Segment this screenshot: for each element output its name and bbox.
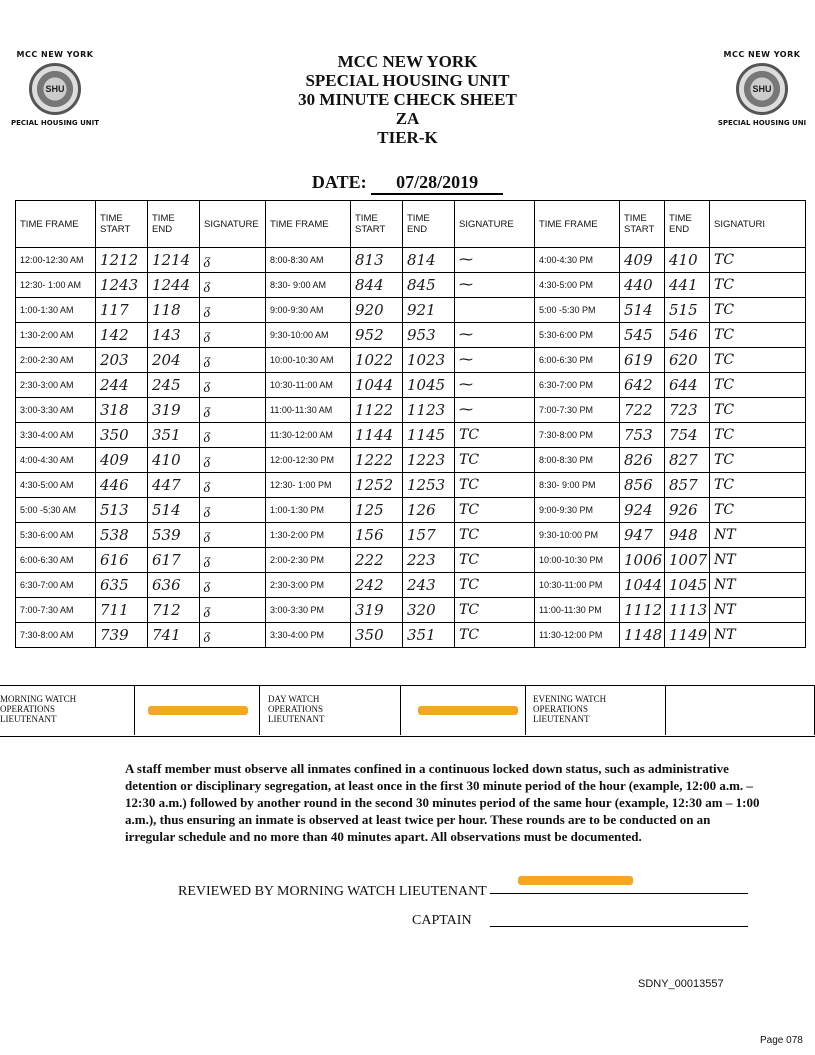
time-start-cell: 142 [96,323,148,348]
column-header: TIME END [403,201,455,248]
time-frame-cell: 12:30- 1:00 PM [266,473,351,498]
signature-cell: TC [455,623,535,648]
time-end-cell: 546 [665,323,710,348]
seal-icon: SHU [29,63,81,115]
time-frame-cell: 11:00-11:30 PM [535,598,620,623]
table-row [16,423,806,448]
table-row [16,348,806,373]
evening-watch-label [533,694,606,724]
time-start-cell: 545 [620,323,665,348]
signature-cell: ᵹ [200,273,266,298]
column-header: TIME START [620,201,665,248]
signature-cell: NT [710,623,806,648]
time-start-cell: 350 [351,623,403,648]
captain-label: CAPTAIN [412,913,472,928]
signature-cell: TC [455,423,535,448]
signature-cell: ᵹ [200,398,266,423]
time-frame-cell: 8:00-8:30 AM [266,248,351,273]
time-start-cell: 156 [351,523,403,548]
time-end-cell: 1223 [403,448,455,473]
signature-cell: NT [710,548,806,573]
time-frame-cell: 12:00-12:30 PM [266,448,351,473]
signature-cell: TC [455,598,535,623]
signature-cell: ᵹ [200,348,266,373]
table-row [16,373,806,398]
time-end-cell: 723 [665,398,710,423]
time-start-cell: 222 [351,548,403,573]
signature-cell: TC [710,473,806,498]
signature-cell: ⁓ [455,373,535,398]
time-start-cell: 1222 [351,448,403,473]
seal-icon: SHU [736,63,788,115]
time-frame-cell: 7:00-7:30 AM [16,598,96,623]
column-header: SIGNATURE [200,201,266,248]
time-frame-cell: 11:00-11:30 AM [266,398,351,423]
time-frame-cell: 5:00 -5:30 AM [16,498,96,523]
table-row [16,398,806,423]
evening-watch-line-2: OPERATIONS [533,704,589,714]
time-frame-cell: 2:00-2:30 AM [16,348,96,373]
time-start-cell: 1112 [620,598,665,623]
signature-cell: TC [710,273,806,298]
time-frame-cell: 12:00-12:30 AM [16,248,96,273]
time-frame-cell: 5:00 -5:30 PM [535,298,620,323]
time-end-cell: 953 [403,323,455,348]
time-end-cell: 514 [148,498,200,523]
time-frame-cell: 2:30-3:00 PM [266,573,351,598]
signature-cell: ⁓ [455,323,535,348]
signature-cell: ᵹ [200,248,266,273]
date-label: DATE: [311,172,367,192]
signature-cell: TC [455,548,535,573]
signature-cell: TC [710,323,806,348]
check-table [15,200,806,648]
time-start-cell: 242 [351,573,403,598]
time-start-cell: 844 [351,273,403,298]
time-end-cell: 754 [665,423,710,448]
time-frame-cell: 10:30-11:00 PM [535,573,620,598]
time-end-cell: 617 [148,548,200,573]
day-watch-line-3: LIEUTENANT [268,714,325,724]
time-start-cell: 1006 [620,548,665,573]
time-frame-cell: 4:30-5:00 PM [535,273,620,298]
logo-right-bottom-text: SPECIAL HOUSING UNI [717,119,807,127]
evening-watch-line-3: LIEUTENANT [533,714,590,724]
title-line-2: SPECIAL HOUSING UNIT [305,71,510,90]
time-end-cell: 157 [403,523,455,548]
time-frame-cell: 8:30- 9:00 PM [535,473,620,498]
time-end-cell: 827 [665,448,710,473]
time-frame-cell: 7:30-8:00 AM [16,623,96,648]
signature-cell: ᵹ [200,498,266,523]
time-end-cell: 1244 [148,273,200,298]
time-end-cell: 636 [148,573,200,598]
time-end-cell: 1145 [403,423,455,448]
title-line-3: 30 MINUTE CHECK SHEET [298,90,517,109]
time-start-cell: 319 [351,598,403,623]
table-row [16,498,806,523]
time-frame-cell: 10:00-10:30 AM [266,348,351,373]
time-end-cell: 351 [148,423,200,448]
time-start-cell: 947 [620,523,665,548]
time-start-cell: 244 [96,373,148,398]
time-end-cell: 712 [148,598,200,623]
review-highlight [518,876,633,885]
signature-cell: ᵹ [200,598,266,623]
column-header: TIME FRAME [535,201,620,248]
time-start-cell: 538 [96,523,148,548]
time-end-cell: 845 [403,273,455,298]
signature-cell: ᵹ [200,298,266,323]
signature-cell: TC [710,423,806,448]
time-start-cell: 1044 [620,573,665,598]
reviewed-signature-line[interactable] [490,893,748,894]
table-row [16,248,806,273]
time-start-cell: 952 [351,323,403,348]
signature-cell: ᵹ [200,473,266,498]
time-frame-cell: 3:00-3:30 AM [16,398,96,423]
signature-cell: TC [455,523,535,548]
signature-cell [455,298,535,323]
time-frame-cell: 1:00-1:30 AM [16,298,96,323]
time-end-cell: 223 [403,548,455,573]
time-frame-cell: 4:00-4:30 AM [16,448,96,473]
time-start-cell: 1243 [96,273,148,298]
table-row [16,473,806,498]
time-end-cell: 410 [665,248,710,273]
day-watch-line-2: OPERATIONS [268,704,324,714]
time-start-cell: 619 [620,348,665,373]
time-start-cell: 409 [620,248,665,273]
time-start-cell: 125 [351,498,403,523]
column-header: TIME FRAME [16,201,96,248]
time-end-cell: 243 [403,573,455,598]
title-line-5: TIER-K [377,128,438,147]
time-start-cell: 1144 [351,423,403,448]
time-frame-cell: 2:00-2:30 PM [266,548,351,573]
page-number: Page 078 [760,1035,803,1046]
time-end-cell: 948 [665,523,710,548]
time-frame-cell: 3:30-4:00 PM [266,623,351,648]
time-start-cell: 753 [620,423,665,448]
document-id: SDNY_00013557 [638,978,724,990]
time-frame-cell: 1:30-2:00 AM [16,323,96,348]
time-end-cell: 441 [665,273,710,298]
column-header: SIGNATURI [710,201,806,248]
signature-cell: ⁓ [455,248,535,273]
time-start-cell: 514 [620,298,665,323]
time-frame-cell: 10:30-11:00 AM [266,373,351,398]
logo-right [712,50,812,127]
table-header-row [16,201,806,248]
signature-cell: TC [710,448,806,473]
time-frame-cell: 7:30-8:00 PM [535,423,620,448]
table-row [16,548,806,573]
logo-left-top-text: MCC NEW YORK [16,50,94,59]
time-end-cell: 926 [665,498,710,523]
morning-watch-label [0,694,76,724]
signature-cell: NT [710,573,806,598]
time-start-cell: 924 [620,498,665,523]
time-end-cell: 320 [403,598,455,623]
time-start-cell: 446 [96,473,148,498]
time-frame-cell: 3:00-3:30 PM [266,598,351,623]
time-end-cell: 1214 [148,248,200,273]
table-row [16,573,806,598]
time-start-cell: 920 [351,298,403,323]
time-start-cell: 203 [96,348,148,373]
signature-cell: ᵹ [200,548,266,573]
table-row [16,598,806,623]
time-end-cell: 1023 [403,348,455,373]
logo-left [5,50,105,127]
time-start-cell: 1044 [351,373,403,398]
time-start-cell: 856 [620,473,665,498]
time-start-cell: 1212 [96,248,148,273]
signature-cell: TC [710,248,806,273]
title-line-4: ZA [395,109,420,128]
page-title [220,52,595,147]
time-frame-cell: 5:30-6:00 PM [535,323,620,348]
time-end-cell: 447 [148,473,200,498]
signature-cell: TC [710,298,806,323]
time-end-cell: 1045 [403,373,455,398]
morning-watch-line-2: OPERATIONS [0,704,56,714]
time-start-cell: 739 [96,623,148,648]
logo-left-bottom-text: PECIAL HOUSING UNIT [10,119,100,127]
watch-signoff [0,685,815,737]
time-frame-cell: 8:00-8:30 PM [535,448,620,473]
time-frame-cell: 1:30-2:00 PM [266,523,351,548]
time-end-cell: 1253 [403,473,455,498]
time-end-cell: 204 [148,348,200,373]
table-row [16,273,806,298]
time-start-cell: 440 [620,273,665,298]
signature-cell: ᵹ [200,573,266,598]
signature-cell: TC [710,498,806,523]
time-start-cell: 350 [96,423,148,448]
signature-cell: TC [710,348,806,373]
time-end-cell: 921 [403,298,455,323]
time-end-cell: 741 [148,623,200,648]
time-start-cell: 409 [96,448,148,473]
table-row [16,298,806,323]
date-value: 07/28/2019 [371,172,503,195]
time-frame-cell: 5:30-6:00 AM [16,523,96,548]
signature-cell: TC [455,498,535,523]
time-frame-cell: 11:30-12:00 PM [535,623,620,648]
date-line [0,172,815,195]
time-end-cell: 1007 [665,548,710,573]
morning-highlight [148,706,248,715]
time-end-cell: 857 [665,473,710,498]
time-frame-cell: 10:00-10:30 PM [535,548,620,573]
signature-cell: ᵹ [200,323,266,348]
column-header: SIGNATURE [455,201,535,248]
morning-watch-line-1: MORNING WATCH [0,694,77,704]
table-body [16,248,806,648]
column-header: TIME END [148,201,200,248]
time-end-cell: 814 [403,248,455,273]
time-frame-cell: 6:00-6:30 AM [16,548,96,573]
table-row [16,323,806,348]
time-start-cell: 513 [96,498,148,523]
column-header: TIME START [351,201,403,248]
evening-watch-signature-box[interactable] [665,686,815,735]
time-start-cell: 1022 [351,348,403,373]
time-frame-cell: 8:30- 9:00 AM [266,273,351,298]
time-frame-cell: 3:30-4:00 AM [16,423,96,448]
time-start-cell: 635 [96,573,148,598]
time-end-cell: 126 [403,498,455,523]
time-start-cell: 1148 [620,623,665,648]
column-header: TIME FRAME [266,201,351,248]
time-frame-cell: 4:00-4:30 PM [535,248,620,273]
day-watch-label [268,694,324,724]
time-frame-cell: 9:30-10:00 AM [266,323,351,348]
logo-right-top-text: MCC NEW YORK [723,50,801,59]
table-row [16,623,806,648]
signature-cell: ⁓ [455,273,535,298]
time-end-cell: 620 [665,348,710,373]
time-end-cell: 351 [403,623,455,648]
column-header: TIME START [96,201,148,248]
time-end-cell: 245 [148,373,200,398]
time-start-cell: 711 [96,598,148,623]
time-end-cell: 644 [665,373,710,398]
signature-cell: ᵹ [200,423,266,448]
signature-cell: TC [710,398,806,423]
time-start-cell: 826 [620,448,665,473]
time-end-cell: 143 [148,323,200,348]
signature-cell: TC [455,448,535,473]
time-end-cell: 1113 [665,598,710,623]
time-start-cell: 1122 [351,398,403,423]
time-frame-cell: 2:30-3:00 AM [16,373,96,398]
time-frame-cell: 1:00-1:30 PM [266,498,351,523]
time-frame-cell: 6:30-7:00 AM [16,573,96,598]
time-start-cell: 318 [96,398,148,423]
time-frame-cell: 6:30-7:00 PM [535,373,620,398]
time-start-cell: 616 [96,548,148,573]
captain-signature-line[interactable] [490,926,748,927]
reviewed-by-label: REVIEWED BY MORNING WATCH LIEUTENANT [178,884,487,899]
signature-cell: NT [710,523,806,548]
time-end-cell: 410 [148,448,200,473]
table-row [16,523,806,548]
signature-cell: ᵹ [200,448,266,473]
day-watch-line-1: DAY WATCH [268,694,320,704]
table-row [16,448,806,473]
signature-cell: TC [455,573,535,598]
signature-cell: ᵹ [200,623,266,648]
signature-cell: ᵹ [200,523,266,548]
time-start-cell: 813 [351,248,403,273]
observation-notice: A staff member must observe all inmates confined in a continuous locked down status, such as administrative detention or disciplinary segregation, at least once in the first 30 minute period of the hour (example, 12:00 a.m. – 12:30 a.m.) followed by another round in the second 30 minutes period of the same hour (example, 12:30 am – 1:00 a.m.), thus ensuring an inmate is observed at least twice per hour. These rounds are to be conducted on an irregular schedule and no more than 40 minutes apart. All observations must be documented. [125,761,760,844]
signature-cell: TC [710,373,806,398]
signature-cell: ⁓ [455,348,535,373]
time-frame-cell: 9:30-10:00 PM [535,523,620,548]
time-start-cell: 642 [620,373,665,398]
time-end-cell: 1149 [665,623,710,648]
time-frame-cell: 11:30-12:00 AM [266,423,351,448]
morning-watch-line-3: LIEUTENANT [0,714,57,724]
signature-cell: ⁓ [455,398,535,423]
time-start-cell: 722 [620,398,665,423]
time-end-cell: 319 [148,398,200,423]
time-end-cell: 539 [148,523,200,548]
time-end-cell: 1123 [403,398,455,423]
time-frame-cell: 12:30- 1:00 AM [16,273,96,298]
title-line-1: MCC NEW YORK [337,52,478,71]
time-end-cell: 118 [148,298,200,323]
day-highlight [418,706,518,715]
signature-cell: ᵹ [200,373,266,398]
time-start-cell: 1252 [351,473,403,498]
column-header: TIME END [665,201,710,248]
time-end-cell: 515 [665,298,710,323]
evening-watch-line-1: EVENING WATCH [533,694,607,704]
time-frame-cell: 7:00-7:30 PM [535,398,620,423]
time-frame-cell: 4:30-5:00 AM [16,473,96,498]
time-end-cell: 1045 [665,573,710,598]
time-frame-cell: 9:00-9:30 PM [535,498,620,523]
signature-cell: NT [710,598,806,623]
time-start-cell: 117 [96,298,148,323]
signature-cell: TC [455,473,535,498]
time-frame-cell: 9:00-9:30 AM [266,298,351,323]
time-frame-cell: 6:00-6:30 PM [535,348,620,373]
